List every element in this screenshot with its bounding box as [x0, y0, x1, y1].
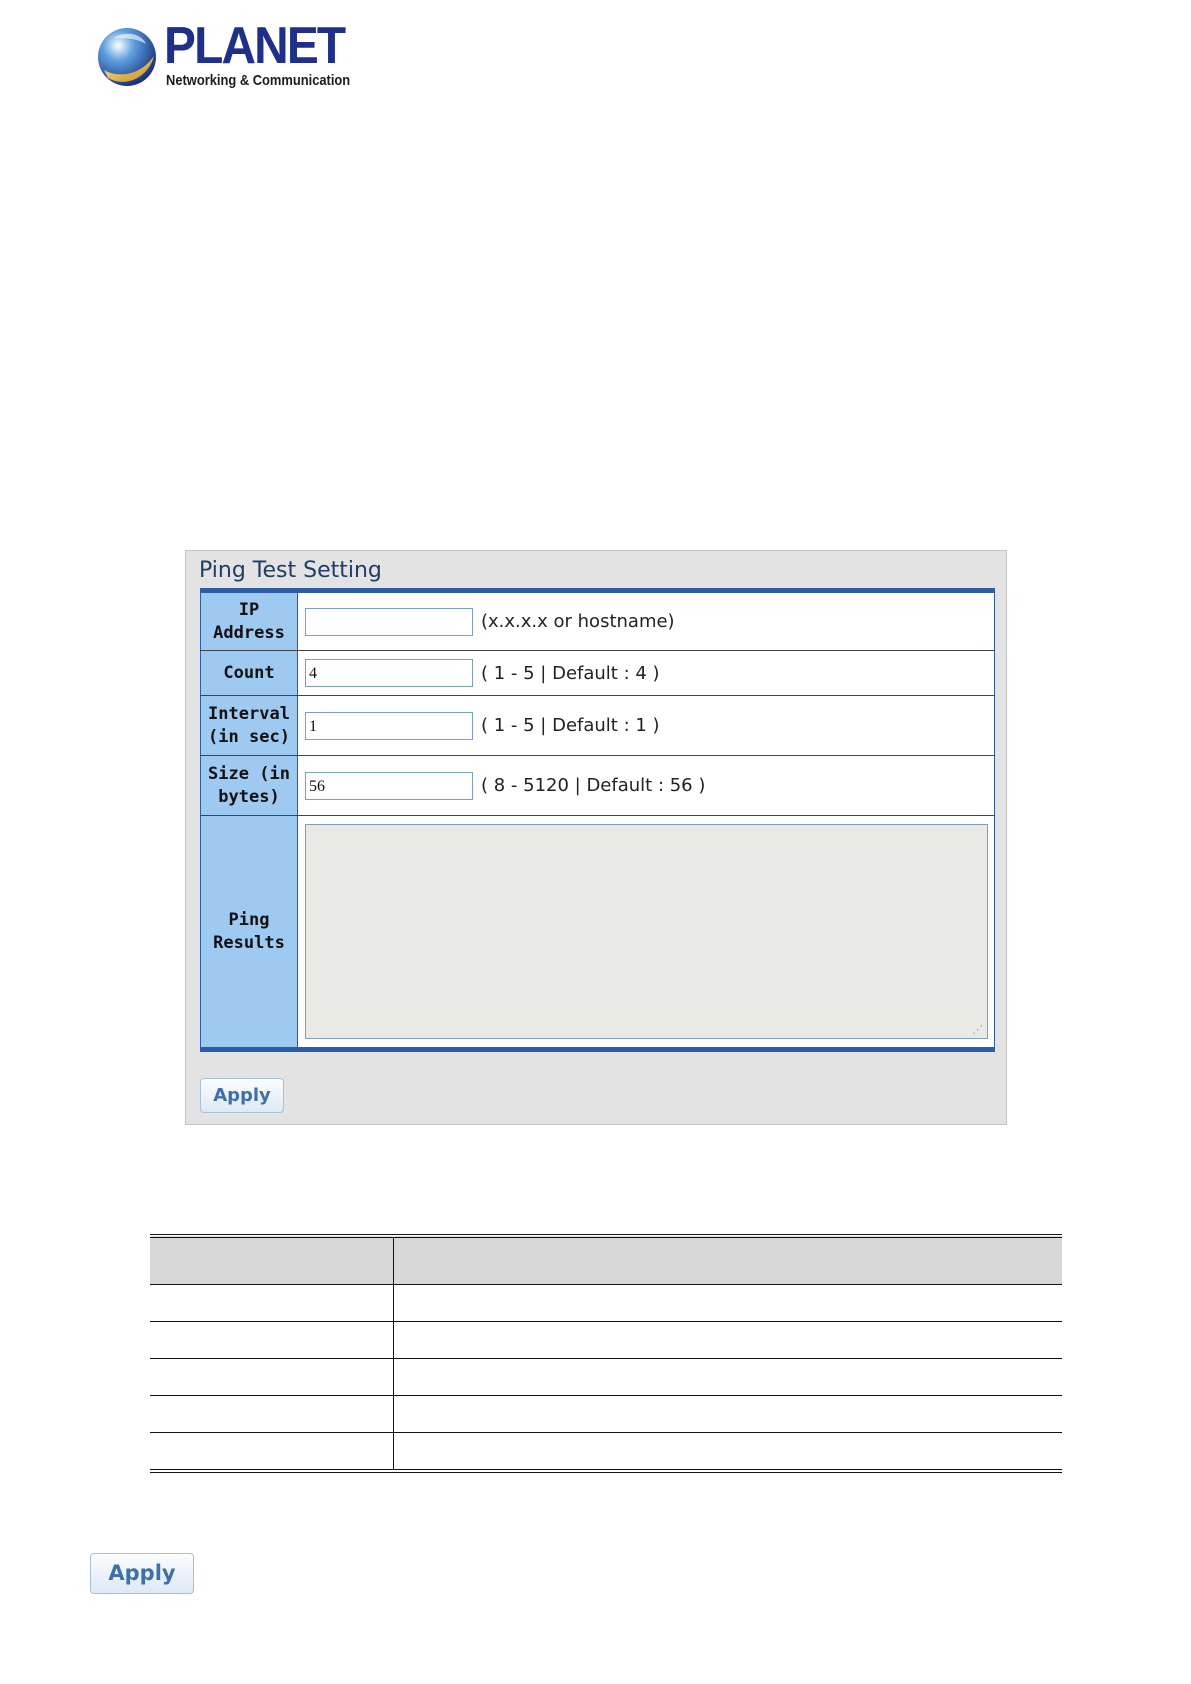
table-row [150, 1433, 1062, 1472]
table-row [150, 1285, 1062, 1322]
size-hint: ( 8 - 5120 | Default : 56 ) [481, 775, 706, 796]
interval-input[interactable]: 1 [305, 712, 473, 740]
globe-logo-icon [96, 26, 158, 88]
table-row [150, 1322, 1062, 1359]
parameter-table-header [150, 1236, 1062, 1285]
panel-apply-button[interactable]: Apply [200, 1078, 284, 1113]
table-cell [150, 1359, 394, 1396]
logo-tagline: Networking & Communication [166, 72, 351, 89]
ping-results-label: Ping Results [201, 816, 298, 1050]
table-row [150, 1359, 1062, 1396]
count-row [201, 651, 995, 696]
count-label: Count [201, 651, 298, 696]
table-cell [394, 1359, 1063, 1396]
interval-hint: ( 1 - 5 | Default : 1 ) [481, 715, 660, 736]
table-cell [150, 1433, 394, 1472]
count-hint: ( 1 - 5 | Default : 4 ) [481, 662, 660, 684]
resize-grip-icon[interactable]: ⋰ [972, 1023, 983, 1036]
ping-test-panel [185, 550, 1007, 1125]
interval-row [201, 696, 995, 756]
table-cell [150, 1396, 394, 1433]
parameter-table [150, 1234, 1062, 1473]
table-cell [150, 1285, 394, 1322]
ping-results-row [201, 816, 995, 1050]
apply-button[interactable]: Apply [90, 1553, 194, 1594]
table-row [150, 1396, 1062, 1433]
logo-brand-text: PLANET [164, 17, 345, 75]
header-object [150, 1236, 394, 1285]
table-cell [394, 1285, 1063, 1322]
table-cell [150, 1322, 394, 1359]
panel-title: Ping Test Setting [199, 558, 382, 583]
ip-address-row [201, 591, 995, 651]
ip-address-hint: (x.x.x.x or hostname) [481, 611, 675, 632]
size-input[interactable]: 56 [305, 772, 473, 800]
table-cell [394, 1396, 1063, 1433]
table-cell [394, 1322, 1063, 1359]
size-label: Size (in bytes) [201, 756, 298, 816]
ping-results-textarea[interactable] [305, 824, 988, 1039]
ip-address-label: IP Address [201, 591, 298, 651]
table-cell [394, 1433, 1063, 1472]
ip-address-input[interactable] [305, 608, 473, 636]
interval-label: Interval (in sec) [201, 696, 298, 756]
planet-logo [96, 17, 356, 94]
ping-settings-table [200, 588, 995, 1052]
header-description [394, 1236, 1063, 1285]
count-input[interactable]: 4 [305, 659, 473, 687]
size-row [201, 756, 995, 816]
